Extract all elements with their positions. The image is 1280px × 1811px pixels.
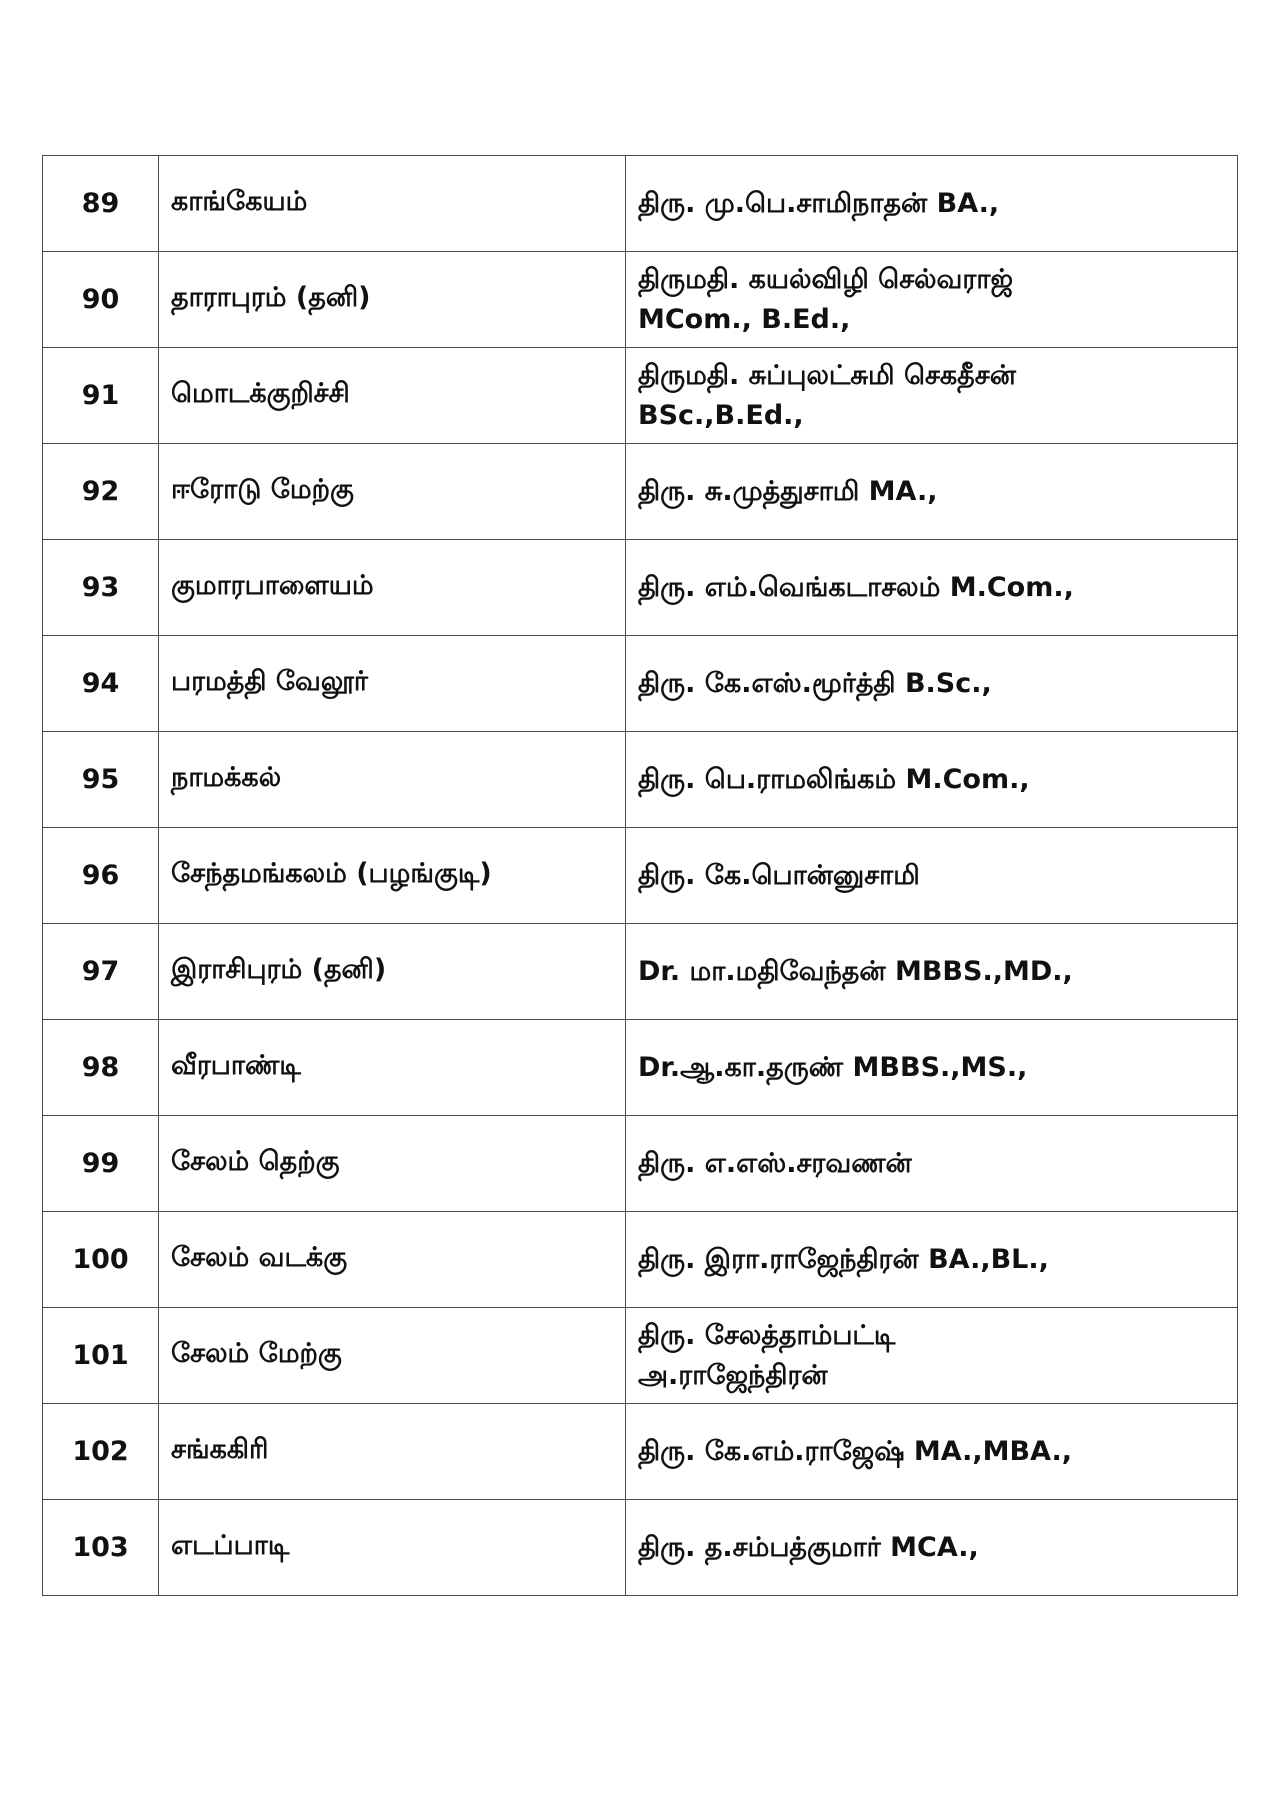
table-row: [43, 1020, 1238, 1116]
candidate-name-line: BSc.,B.Ed.,: [638, 399, 804, 431]
candidate-cell: [626, 252, 1238, 348]
serial-number-cell: 103: [43, 1500, 159, 1596]
serial-number-cell: 93: [43, 540, 159, 636]
table-row: [43, 1404, 1238, 1500]
candidate-table-body: [43, 156, 1238, 1596]
table-row: [43, 540, 1238, 636]
table-row: [43, 1212, 1238, 1308]
table-row: [43, 444, 1238, 540]
serial-number-cell: 100: [43, 1212, 159, 1308]
candidate-cell: [626, 540, 1238, 636]
candidate-name-line: திரு. இரா.ராஜேந்திரன் BA.,BL.,: [638, 1243, 1049, 1275]
constituency-cell: எடப்பாடி: [159, 1500, 626, 1596]
constituency-cell: காங்கேயம்: [159, 156, 626, 252]
serial-number-cell: 94: [43, 636, 159, 732]
serial-number-cell: 97: [43, 924, 159, 1020]
table-row: [43, 348, 1238, 444]
serial-number-cell: 89: [43, 156, 159, 252]
candidate-name-line: திருமதி. கயல்விழி செல்வராஜ்: [638, 264, 1013, 296]
constituency-cell: சேலம் மேற்கு: [159, 1308, 626, 1404]
candidate-name-line: அ.ராஜேந்திரன்: [638, 1359, 828, 1391]
candidate-cell: [626, 1404, 1238, 1500]
candidate-name-line: MCom., B.Ed.,: [638, 303, 851, 335]
table-row: [43, 156, 1238, 252]
candidate-name-line: திரு. கே.எஸ்.மூர்த்தி B.Sc.,: [638, 667, 992, 699]
candidate-name-line: Dr. மா.மதிவேந்தன் MBBS.,MD.,: [638, 955, 1073, 987]
serial-number-cell: 96: [43, 828, 159, 924]
candidate-name-line: Dr.ஆ.கா.தருண் MBBS.,MS.,: [638, 1051, 1028, 1083]
constituency-cell: பரமத்தி வேலூர்: [159, 636, 626, 732]
candidate-name-line: திரு. பெ.ராமலிங்கம் M.Com.,: [638, 763, 1030, 795]
constituency-cell: தாராபுரம் (தனி): [159, 252, 626, 348]
candidate-cell: [626, 636, 1238, 732]
candidate-table: [42, 155, 1238, 1596]
table-row: [43, 1500, 1238, 1596]
serial-number-cell: 95: [43, 732, 159, 828]
candidate-cell: [626, 732, 1238, 828]
table-row: [43, 252, 1238, 348]
candidate-name-line: திரு. சு.முத்துசாமி MA.,: [638, 475, 938, 507]
candidate-name-line: திரு. எம்.வெங்கடாசலம் M.Com.,: [638, 571, 1074, 603]
candidate-cell: [626, 1308, 1238, 1404]
candidate-cell: [626, 156, 1238, 252]
serial-number-cell: 99: [43, 1116, 159, 1212]
candidate-cell: [626, 1020, 1238, 1116]
constituency-cell: சேலம் வடக்கு: [159, 1212, 626, 1308]
table-row: [43, 636, 1238, 732]
constituency-cell: நாமக்கல்: [159, 732, 626, 828]
table-row: [43, 828, 1238, 924]
candidate-cell: [626, 348, 1238, 444]
constituency-cell: ஈரோடு மேற்கு: [159, 444, 626, 540]
constituency-cell: சங்ககிரி: [159, 1404, 626, 1500]
candidate-cell: [626, 1500, 1238, 1596]
candidate-cell: [626, 828, 1238, 924]
candidate-cell: [626, 444, 1238, 540]
serial-number-cell: 98: [43, 1020, 159, 1116]
table-row: [43, 924, 1238, 1020]
candidate-name-line: திரு. கே.எம்.ராஜேஷ் MA.,MBA.,: [638, 1435, 1073, 1467]
table-row: [43, 732, 1238, 828]
candidate-name-line: திரு. த.சம்பத்குமார் MCA.,: [638, 1531, 979, 1563]
constituency-cell: இராசிபுரம் (தனி): [159, 924, 626, 1020]
constituency-cell: வீரபாண்டி: [159, 1020, 626, 1116]
candidate-name-line: திரு. மு.பெ.சாமிநாதன் BA.,: [638, 187, 1000, 219]
candidate-name-line: திரு. கே.பொன்னுசாமி: [638, 859, 920, 891]
serial-number-cell: 101: [43, 1308, 159, 1404]
serial-number-cell: 102: [43, 1404, 159, 1500]
candidate-name-line: திரு. எ.எஸ்.சரவணன்: [638, 1147, 912, 1179]
serial-number-cell: 92: [43, 444, 159, 540]
candidate-cell: [626, 1212, 1238, 1308]
table-row: [43, 1308, 1238, 1404]
serial-number-cell: 91: [43, 348, 159, 444]
candidate-cell: [626, 924, 1238, 1020]
constituency-cell: குமாரபாளையம்: [159, 540, 626, 636]
candidate-name-line: திரு. சேலத்தாம்பட்டி: [638, 1320, 896, 1352]
constituency-cell: மொடக்குறிச்சி: [159, 348, 626, 444]
candidate-cell: [626, 1116, 1238, 1212]
constituency-cell: சேலம் தெற்கு: [159, 1116, 626, 1212]
serial-number-cell: 90: [43, 252, 159, 348]
candidate-name-line: திருமதி. சுப்புலட்சுமி செகதீசன்: [638, 360, 1016, 392]
table-row: [43, 1116, 1238, 1212]
constituency-cell: சேந்தமங்கலம் (பழங்குடி): [159, 828, 626, 924]
